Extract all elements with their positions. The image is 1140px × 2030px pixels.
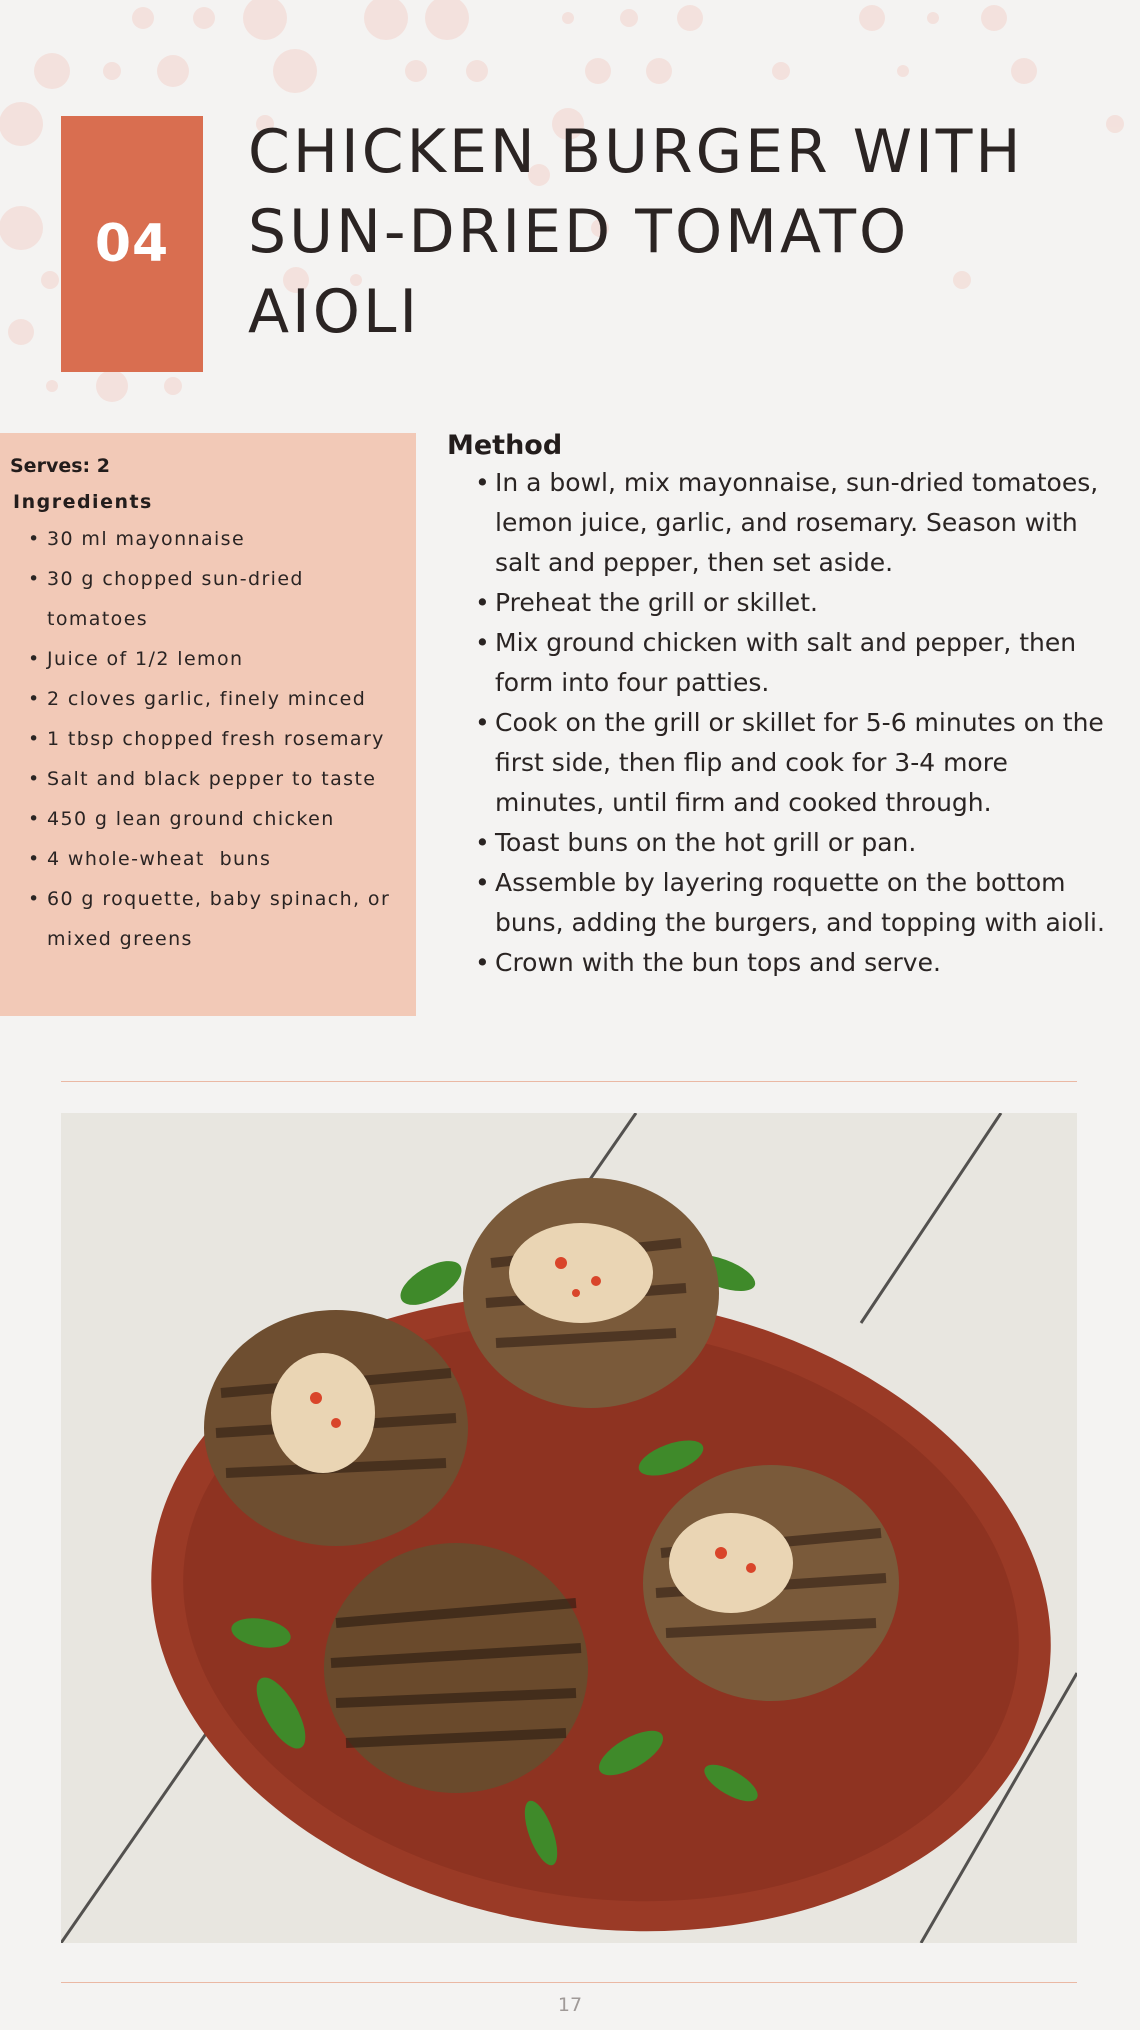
method-section (447, 430, 1107, 983)
page-number: 17 (557, 1994, 583, 2016)
ingredient-item: • Juice of 1/2 lemon (28, 639, 406, 679)
recipe-title-line: SUN-DRIED TOMATO (248, 197, 910, 267)
ingredients-list (10, 519, 406, 959)
ingredient-item: • 4 whole-wheat buns (28, 839, 406, 879)
method-step: • Preheat the grill or skillet. (475, 583, 1107, 623)
method-step: • Crown with the bun tops and serve. (475, 943, 1107, 983)
recipe-title (248, 112, 1108, 352)
recipe-title-line: AIOLI (248, 277, 421, 347)
serves-label: Serves: 2 (10, 455, 110, 477)
divider-bottom (61, 1982, 1077, 1983)
method-step: • Assemble by layering roquette on the bottom buns, adding the burgers, and topping with aioli. (475, 863, 1107, 943)
method-step: • In a bowl, mix mayonnaise, sun-dried tomatoes, lemon juice, garlic, and rosemary. Season with salt and pepper, then set aside. (475, 463, 1107, 583)
burger-patty-left (204, 1310, 468, 1546)
method-list (447, 463, 1107, 983)
divider-top (61, 1081, 1077, 1082)
ingredients-panel (0, 433, 416, 1016)
burger-patty-right (643, 1465, 899, 1701)
method-heading: Method (447, 430, 563, 461)
recipe-title-line: CHICKEN BURGER WITH (248, 117, 1024, 187)
method-step: • Cook on the grill or skillet for 5-6 minutes on the first side, then flip and cook for 3-4 more minutes, until firm and cooked through. (475, 703, 1107, 823)
method-step: • Toast buns on the hot grill or pan. (475, 823, 1107, 863)
ingredients-heading: Ingredients (13, 491, 153, 513)
recipe-number-badge: 04 (61, 116, 203, 372)
burger-photo (61, 1113, 1077, 1943)
ingredient-item: • 2 cloves garlic, finely minced (28, 679, 406, 719)
burger-patty-top (463, 1178, 719, 1408)
ingredient-item: • 30 g chopped sun-dried tomatoes (28, 559, 406, 639)
ingredient-item: • 450 g lean ground chicken (28, 799, 406, 839)
ingredient-item: • 1 tbsp chopped fresh rosemary (28, 719, 406, 759)
method-step: • Mix ground chicken with salt and pepper, then form into four patties. (475, 623, 1107, 703)
ingredient-item: • Salt and black pepper to taste (28, 759, 406, 799)
ingredient-item: • 30 ml mayonnaise (28, 519, 406, 559)
ingredient-item: • 60 g roquette, baby spinach, or mixed greens (28, 879, 406, 959)
burger-patty-bottom (324, 1543, 588, 1793)
